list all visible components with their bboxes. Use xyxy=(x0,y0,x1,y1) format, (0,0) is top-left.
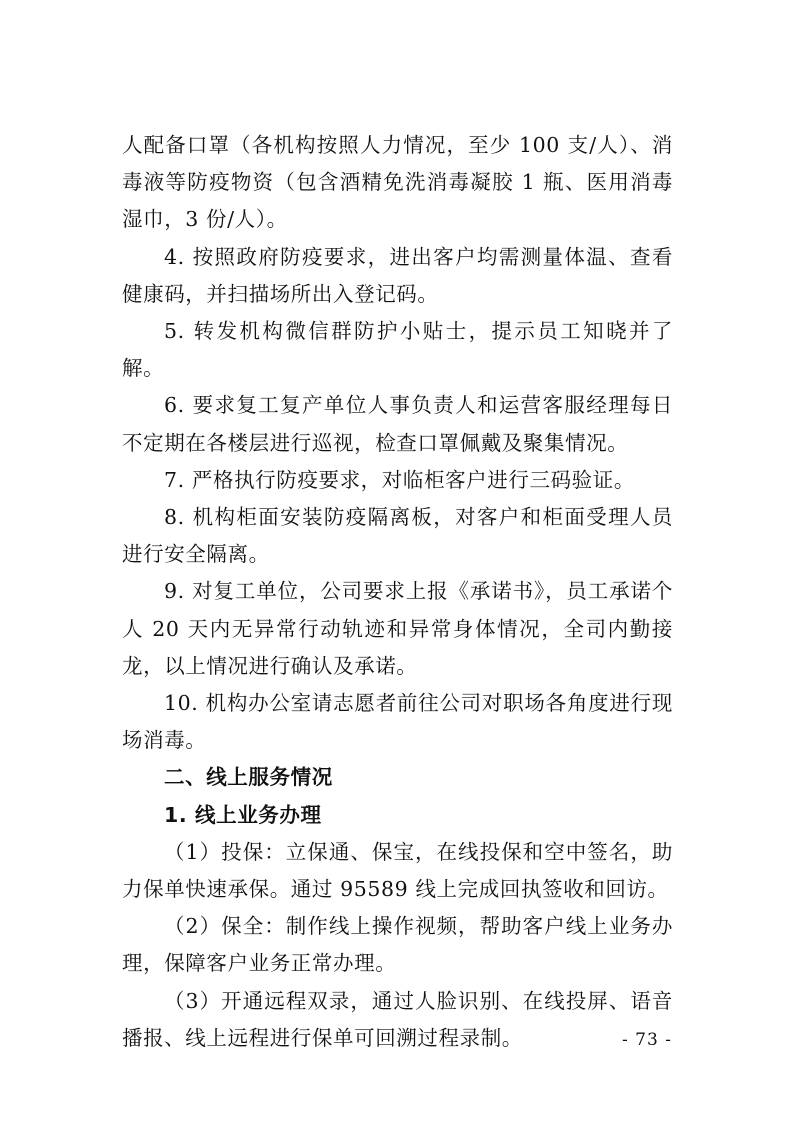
paragraph-item-8: 8. 机构柜面安装防疫隔离板，对客户和柜面受理人员进行安全隔离。 xyxy=(122,505,673,567)
paragraph-item-4: 4. 按照政府防疫要求，进出客户均需测量体温、查看健康码，并扫描场所出入登记码。 xyxy=(122,244,673,306)
paragraph-item-6: 6. 要求复工复产单位人事负责人和运营客服经理每日不定期在各楼层进行巡视，检查口罩佩戴及聚集情况。 xyxy=(122,393,673,455)
list-item-remote: （3）开通远程双录，通过人脸识别、在线投屏、语音播报、线上远程进行保单可回溯过程录制。 xyxy=(122,988,673,1050)
section-heading: 二、线上服务情况 xyxy=(164,765,333,790)
subsection-heading: 1. 线上业务办理 xyxy=(164,802,322,827)
list-item-insure: （1）投保：立保通、保宝，在线投保和空中签名，助力保单快速承保。通过 95589 线上完成回执签收和回访。 xyxy=(122,839,673,902)
paragraph-item-7: 7. 严格执行防疫要求，对临柜客户进行三码验证。 xyxy=(164,467,635,492)
paragraph-continuation: 人配备口罩（各机构按照人力情况，至少 100 支/人）、消毒液等防疫物资（包含酒精免洗消毒凝胶 1 瓶、医用消毒湿巾，3 份/人）。 xyxy=(122,133,673,232)
paragraph-item-10: 10. 机构办公室请志愿者前往公司对职场各角度进行现场消毒。 xyxy=(122,691,673,753)
paragraph-item-5: 5. 转发机构微信群防护小贴士，提示员工知晓并了解。 xyxy=(122,319,673,381)
paragraph-item-9: 9. 对复工单位，公司要求上报《承诺书》，员工承诺个人 20 天内无异常行动轨迹和异常身体情况，全司内勤接龙，以上情况进行确认及承诺。 xyxy=(122,579,673,678)
page-number: - 73 - xyxy=(622,1030,672,1050)
document-body xyxy=(122,127,673,1057)
list-item-preserve: （2）保全：制作线上操作视频，帮助客户线上业务办理，保障客户业务正常办理。 xyxy=(122,914,673,976)
